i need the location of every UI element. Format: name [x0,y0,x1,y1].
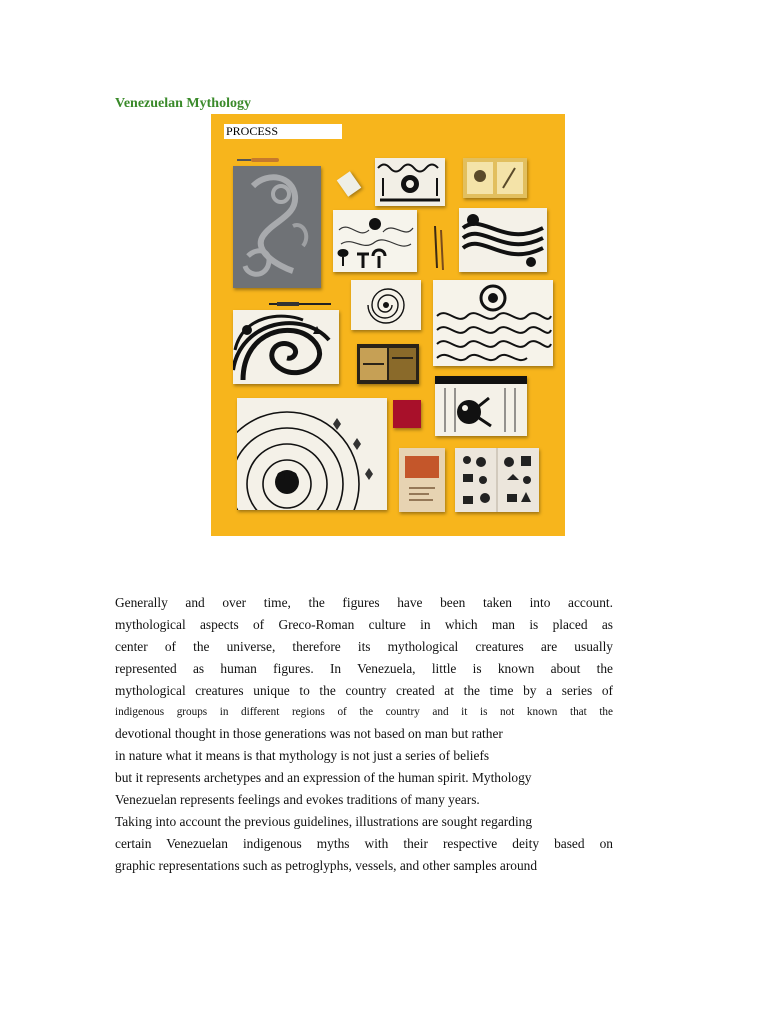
print-animal [435,376,527,436]
body-line: indigenous groups in different regions of the country and it is not known that the [115,705,613,718]
process-label: PROCESS [224,124,342,139]
print-dark-sketchbook [357,344,419,384]
print-spiral-small [351,280,421,330]
process-collage-image [211,114,565,536]
body-line: represented as human figures. In Venezuela, little is known about the [115,660,613,676]
lino-block [233,166,321,288]
body-line: center of the universe, therefore its mythological creatures are usually [115,638,613,654]
body-line: mythological creatures unique to the country created at the time by a series of [115,682,613,698]
print-sketchbook [463,158,527,198]
body-line: Venezuelan represents feelings and evokes traditions of many years. [115,792,480,808]
print-waves [459,208,547,272]
print-spiral-large [233,310,339,384]
body-line: devotional thought in those generations was not based on man but rather [115,726,503,742]
stylus-tool [269,302,331,306]
reference-book [399,448,445,512]
body-text [115,592,613,877]
carving-tool [237,158,279,162]
document-heading: Venezuelan Mythology [115,96,251,111]
body-line: mythological aspects of Greco-Roman culture in which man is placed as [115,616,613,632]
print-spiral-sketch [333,210,417,272]
print-maze [433,280,553,366]
print-concentric [237,398,387,510]
body-line: certain Venezuelan indigenous myths with their respective deity based on [115,835,613,851]
print-totem [375,158,445,206]
body-line: graphic representations such as petroglyphs, vessels, and other samples around [115,857,538,873]
eraser [337,171,362,197]
body-line: in nature what it means is that mythology is not just a series of beliefs [115,748,490,764]
body-line: Taking into account the previous guidelines, illustrations are sought regarding [115,814,533,830]
red-swatch [393,400,421,428]
body-line: Generally and over time, the figures have been taken into account. [115,595,613,610]
brushes [433,224,445,270]
body-line: but it represents archetypes and an expression of the human spirit. Mythology [115,770,532,786]
open-book-petroglyphs [455,448,539,512]
